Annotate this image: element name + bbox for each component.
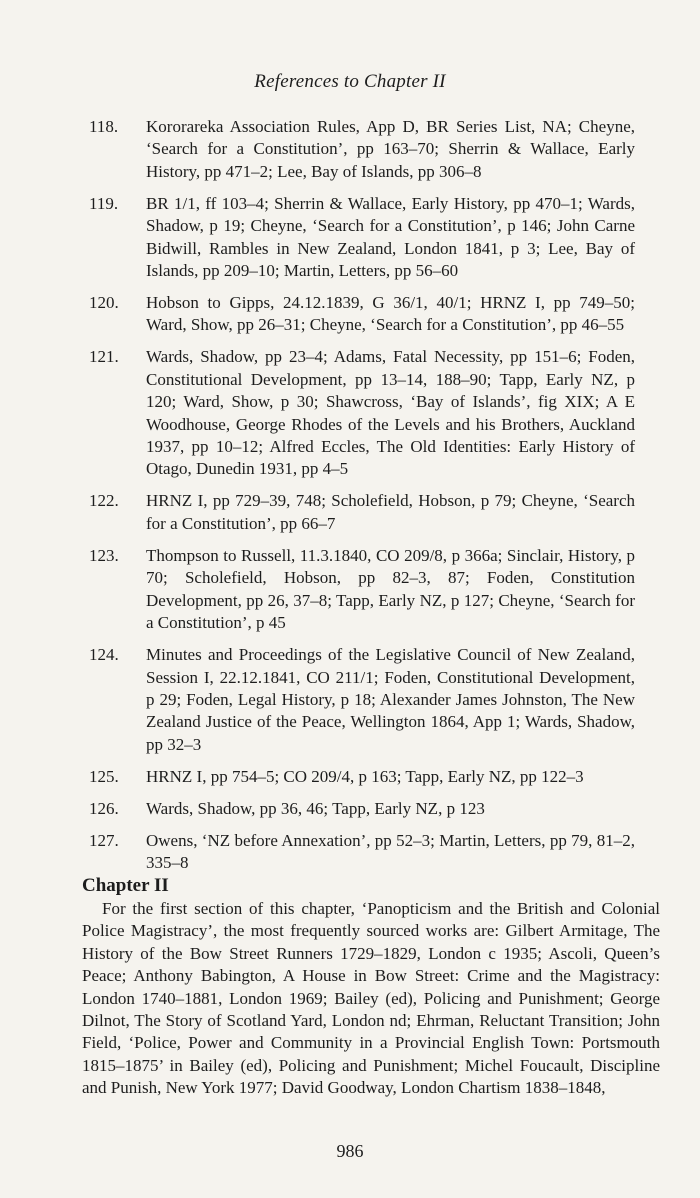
- note-item: [89, 830, 635, 875]
- note-item: [89, 292, 635, 337]
- note-number: 124.: [89, 645, 119, 665]
- note-number: 122.: [89, 491, 119, 511]
- note-text: Kororareka Association Rules, App D, BR Series List, NA; Cheyne, ‘Search for a Constitution’, pp 163–70; Sherrin & Wallace, Early History, pp 471–2; Lee, Bay of Islands, pp 306–8: [146, 117, 635, 181]
- page-number: 986: [336, 1141, 364, 1161]
- note-item: [89, 116, 635, 183]
- note-item: [89, 490, 635, 535]
- note-number: 126.: [89, 798, 119, 818]
- note-text: Owens, ‘NZ before Annexation’, pp 52–3; Martin, Letters, pp 79, 81–2, 335–8: [146, 830, 635, 873]
- section-paragraph: For the first section of this chapter, ‘Panopticism and the British and Colonial Police Magistracy’, the most frequently sourced works are: Gilbert Armitage, The History of the Bow Street Runners 1729–1829, London c 1935; Ascoli, Queen’s Peace; Anthony Babington, A House in Bow Street: Crime and the Magistracy: London 1740–1881, London 1969; Bailey (ed), Policing and Punishment; George Dilnot, The Story of Scotland Yard, London nd; Ehrman, Reluctant Transition; John Field, ‘Police, Power and Community in a Provincial English Town: Portsmouth 1815–1875’ in Bailey (ed), Policing and Punishment; Michel Foucault, Discipline and Punish, New York 1977; David Goodway, London Chartism 1838–1848,: [82, 899, 660, 1098]
- note-item: [89, 798, 635, 820]
- note-item: [89, 766, 635, 788]
- section-heading: Chapter II: [82, 875, 169, 896]
- note-number: 118.: [89, 117, 119, 136]
- note-text: Thompson to Russell, 11.3.1840, CO 209/8, p 366a; Sinclair, History, p 70; Scholefield, Hobson, pp 82–3, 87; Foden, Constitution Development, pp 26, 37–8; Tapp, Early NZ, p 127; Cheyne, ‘Search for a Constitution’, p 45: [146, 545, 635, 633]
- note-text: Wards, Shadow, pp 23–4; Adams, Fatal Necessity, pp 151–6; Foden, Constitutional Development, pp 13–14, 188–90; Tapp, Early NZ, p 120; Ward, Show, p 30; Shawcross, ‘Bay of Islands’, fig XIX; A E Woodhouse, George Rhodes of the Levels and his Brothers, Auckland 1937, pp 10–12; Alfred Eccles, The Old Identities: Early History of Otago, Dunedin 1931, pp 4–5: [146, 347, 635, 479]
- running-head: References to Chapter II: [254, 71, 446, 92]
- note-item: [89, 346, 635, 480]
- note-item: [89, 545, 635, 635]
- note-text: Minutes and Proceedings of the Legislative Council of New Zealand, Session I, 22.12.1841, CO 211/1; Foden, Constitutional Development, p 29; Foden, Legal History, p 18; Alexander James Johnston, The New Zealand Justice of the Peace, Wellington 1864, App 1; Wards, Shadow, pp 32–3: [146, 645, 635, 754]
- note-item: [89, 193, 635, 283]
- note-text: Wards, Shadow, pp 36, 46; Tapp, Early NZ, p 123: [146, 798, 485, 818]
- note-text: HRNZ I, pp 754–5; CO 209/4, p 163; Tapp, Early NZ, pp 122–3: [146, 766, 584, 786]
- note-number: 125.: [89, 766, 119, 786]
- note-number: 123.: [89, 545, 119, 565]
- note-number: 119.: [89, 193, 119, 213]
- note-item: [89, 644, 635, 756]
- note-text: HRNZ I, pp 729–39, 748; Scholefield, Hobson, p 79; Cheyne, ‘Search for a Constitution’, pp 66–7: [146, 491, 635, 533]
- note-number: 127.: [89, 830, 119, 850]
- note-text: Hobson to Gipps, 24.12.1839, G 36/1, 40/1; HRNZ I, pp 749–50; Ward, Show, pp 26–31; Cheyne, ‘Search for a Constitution’, pp 46–55: [146, 293, 635, 335]
- note-number: 120.: [89, 293, 119, 313]
- note-number: 121.: [89, 347, 119, 367]
- notes-list: [89, 116, 635, 884]
- note-text: BR 1/1, ff 103–4; Sherrin & Wallace, Early History, pp 470–1; Wards, Shadow, p 19; Cheyne, ‘Search for a Constitution’, p 146; John Carne Bidwill, Rambles in New Zealand, London 1841, p 3; Lee, Bay of Islands, pp 209–10; Martin, Letters, pp 56–60: [146, 193, 635, 281]
